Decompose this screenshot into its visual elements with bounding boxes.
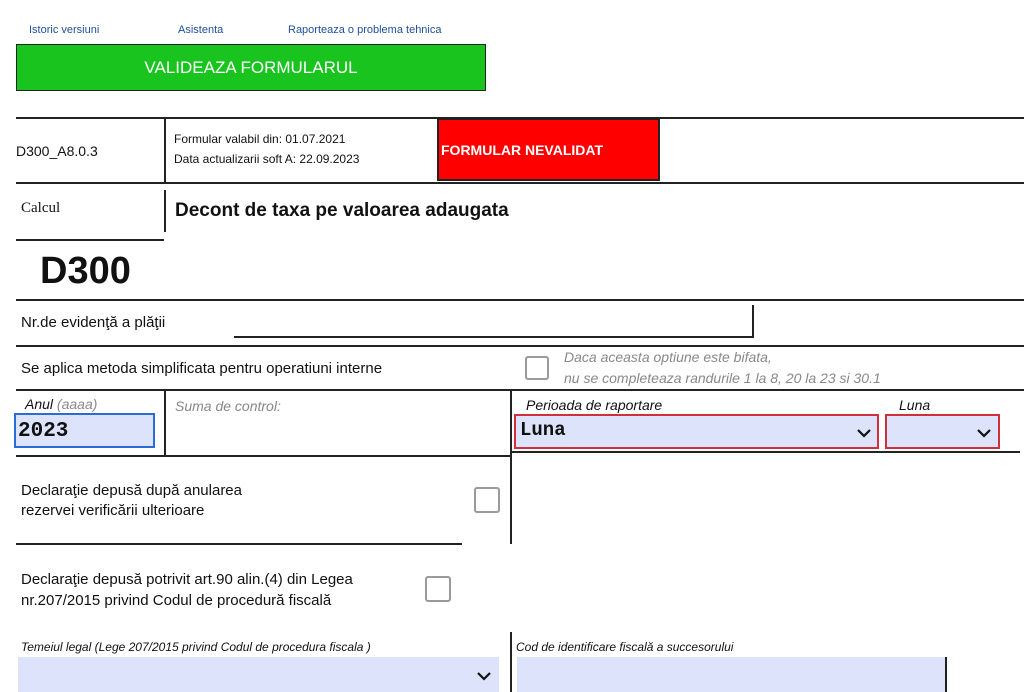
divider xyxy=(16,389,1024,391)
divider xyxy=(16,239,164,241)
updated-text: Data actualizarii soft A: 22.09.2023 xyxy=(174,152,360,166)
decl-art90-label: Declaraţie depusă potrivit art.90 alin.(4) din Legea xyxy=(21,571,353,588)
perioada-label: Perioada de raportare xyxy=(526,397,663,413)
chevron-down-icon xyxy=(976,428,992,438)
istoric-versiuni-link[interactable]: Istoric versiuni xyxy=(29,24,100,36)
status-badge xyxy=(437,118,660,181)
metoda-note: Daca aceasta optiune este bifata, xyxy=(564,349,772,365)
metoda-note: nu se completeaza randurile 1 la 8, 20 la 23 si 30.1 xyxy=(564,370,881,386)
anul-label-text: Anul xyxy=(25,396,54,412)
form-title: Decont de taxa pe valoarea adaugata xyxy=(175,200,509,221)
perioada-select[interactable] xyxy=(514,414,879,449)
anul-input[interactable] xyxy=(14,413,155,448)
decl-anulare-label: Declaraţie depusă după anularea xyxy=(21,482,242,499)
decl-anulare-checkbox[interactable] xyxy=(474,487,500,513)
luna-label: Luna xyxy=(899,397,931,413)
divider xyxy=(510,632,512,692)
raporteaza-problema-link[interactable]: Raporteaza o problema tehnica xyxy=(288,24,442,36)
divider xyxy=(164,390,166,456)
divider xyxy=(16,345,1024,347)
nr-evidenta-input[interactable] xyxy=(234,305,754,338)
anul-hint: (aaaa) xyxy=(56,396,98,412)
chevron-down-icon xyxy=(856,428,872,438)
nr-evidenta-label: Nr.de evidenţă a plăţii xyxy=(21,314,166,331)
calcul-label: Calcul xyxy=(21,200,61,216)
metoda-checkbox[interactable] xyxy=(525,356,549,380)
anul-value: 2023 xyxy=(18,420,69,443)
decl-anulare-label: rezervei verificării ulterioare xyxy=(21,502,205,519)
status-badge-label: FORMULAR NEVALIDAT xyxy=(441,141,604,158)
form-code: D300_A8.0.3 xyxy=(16,143,98,159)
validate-button[interactable] xyxy=(16,44,486,91)
decl-art90-label: nr.207/2015 privind Codul de procedură fiscală xyxy=(21,592,332,609)
anul-label xyxy=(25,396,97,412)
chevron-down-icon xyxy=(476,671,492,681)
asistenta-link[interactable]: Asistenta xyxy=(178,24,224,36)
temeiul-select[interactable] xyxy=(18,657,499,692)
perioada-value: Luna xyxy=(520,419,566,441)
luna-select[interactable] xyxy=(885,414,1000,449)
divider xyxy=(510,451,1020,453)
temeiul-label: Temeiul legal (Lege 207/2015 privind Codul de procedura fiscala ) xyxy=(21,640,371,654)
divider xyxy=(510,390,512,544)
valid-from-text: Formular valabil din: 01.07.2021 xyxy=(174,132,346,146)
divider xyxy=(16,455,510,457)
validate-button-label: VALIDEAZA FORMULARUL xyxy=(144,57,358,77)
divider xyxy=(164,190,166,232)
metoda-label: Se aplica metoda simplificata pentru operatiuni interne xyxy=(21,360,383,377)
cif-succesor-input[interactable] xyxy=(517,657,947,692)
divider xyxy=(16,543,462,545)
cif-succesor-label: Cod de identificare fiscală a succesorului xyxy=(516,640,734,654)
suma-control-label: Suma de control: xyxy=(175,398,281,414)
divider xyxy=(164,117,166,183)
divider xyxy=(16,182,1024,184)
divider xyxy=(16,299,1024,301)
form-id: D300 xyxy=(40,250,131,292)
decl-art90-checkbox[interactable] xyxy=(425,576,451,602)
